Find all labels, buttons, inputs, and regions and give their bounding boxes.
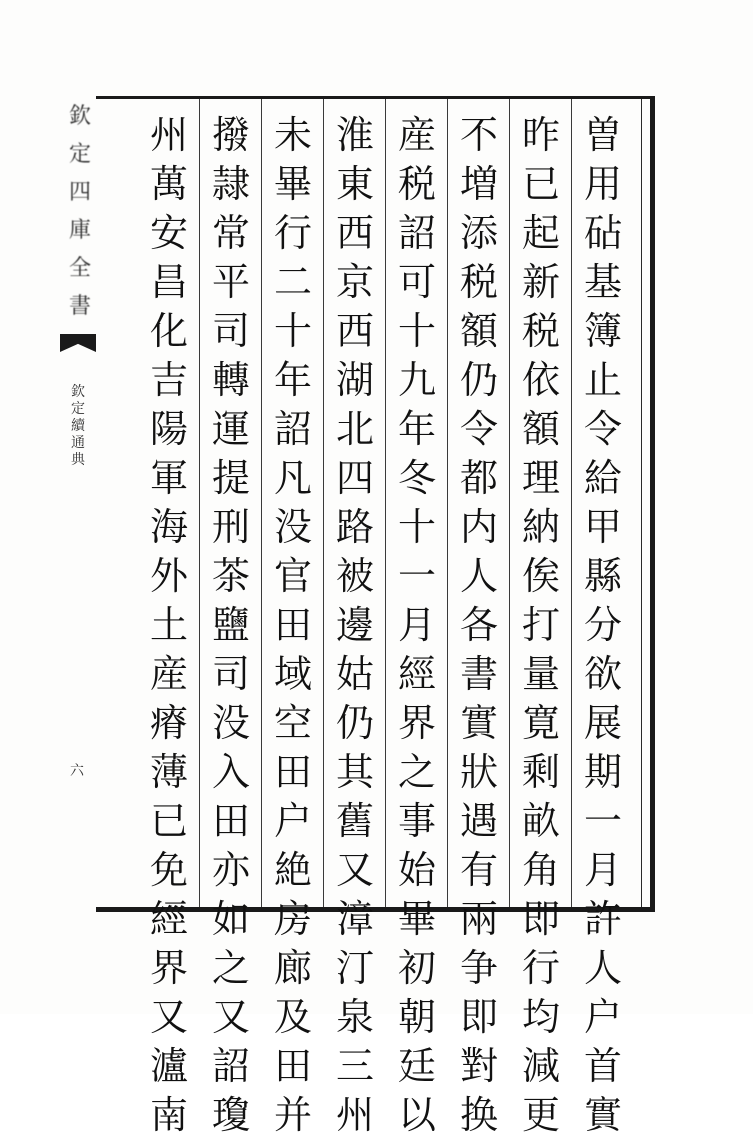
column-char: 常 xyxy=(211,211,250,255)
margin-book-char: 續 xyxy=(71,418,85,434)
column-char: 止 xyxy=(583,358,622,402)
column-char: 又 xyxy=(335,848,374,892)
column-char: 又 xyxy=(149,995,188,1039)
column-char: 之 xyxy=(211,946,250,990)
column-char: 免 xyxy=(149,848,188,892)
column-char: 田 xyxy=(273,750,312,794)
column-char: 并 xyxy=(273,1093,312,1137)
margin-book-char: 典 xyxy=(71,452,85,468)
text-column xyxy=(450,111,508,1137)
column-divider xyxy=(509,99,510,907)
column-char: 提 xyxy=(211,456,250,500)
column-char: 月 xyxy=(397,603,436,647)
column-char: 廷 xyxy=(397,1044,436,1088)
column-char: 狀 xyxy=(459,750,498,794)
column-char: 月 xyxy=(583,848,622,892)
column-char: 田 xyxy=(211,799,250,843)
column-divider xyxy=(199,99,200,907)
column-char: 又 xyxy=(211,995,250,1039)
column-char: 北 xyxy=(335,407,374,451)
column-char: 一 xyxy=(583,799,622,843)
column-char: 二 xyxy=(273,260,312,304)
column-char: 都 xyxy=(459,456,498,500)
column-char: 入 xyxy=(211,750,250,794)
column-char: 田 xyxy=(273,1044,312,1088)
column-char: 額 xyxy=(521,407,560,451)
column-char: 瀘 xyxy=(149,1044,188,1088)
margin-title-char: 庫 xyxy=(68,218,91,243)
column-char: 安 xyxy=(149,211,188,255)
page-margin xyxy=(60,96,96,912)
column-char: 人 xyxy=(583,946,622,990)
column-char: 税 xyxy=(459,260,498,304)
column-char: 仍 xyxy=(459,358,498,402)
column-char: 打 xyxy=(521,603,560,647)
margin-book-char: 定 xyxy=(71,401,85,417)
column-divider xyxy=(385,99,386,907)
column-char: 有 xyxy=(459,848,498,892)
column-char: 十 xyxy=(397,309,436,353)
column-divider xyxy=(261,99,262,907)
column-char: 行 xyxy=(273,211,312,255)
column-char: 理 xyxy=(521,456,560,500)
column-char: 納 xyxy=(521,505,560,549)
fish-tail-mark-icon xyxy=(60,334,96,352)
column-char: 户 xyxy=(273,799,312,843)
column-divider xyxy=(447,99,448,907)
column-char: 朝 xyxy=(397,995,436,1039)
column-char: 期 xyxy=(583,750,622,794)
column-char: 縣 xyxy=(583,554,622,598)
column-char: 十 xyxy=(273,309,312,353)
column-char: 汀 xyxy=(335,946,374,990)
margin-page-number: 六 xyxy=(70,763,84,779)
column-char: 司 xyxy=(211,652,250,696)
column-char: 減 xyxy=(521,1044,560,1088)
column-char: 轉 xyxy=(211,358,250,402)
margin-title-char: 定 xyxy=(68,142,91,167)
column-char: 内 xyxy=(459,505,498,549)
column-char: 實 xyxy=(583,1093,622,1137)
text-column xyxy=(512,111,570,1137)
column-char: 經 xyxy=(397,652,436,696)
column-char: 畢 xyxy=(397,897,436,941)
column-char: 俟 xyxy=(521,554,560,598)
column-char: 昌 xyxy=(149,260,188,304)
column-char: 界 xyxy=(397,701,436,745)
column-char: 年 xyxy=(397,407,436,451)
margin-title-char: 書 xyxy=(68,294,91,319)
column-char: 更 xyxy=(521,1093,560,1137)
text-column xyxy=(326,111,384,1137)
column-char: 西 xyxy=(335,309,374,353)
column-char: 及 xyxy=(273,995,312,1039)
column-char: 司 xyxy=(211,309,250,353)
column-char: 初 xyxy=(397,946,436,990)
column-char: 曽 xyxy=(583,113,622,157)
column-char: 一 xyxy=(397,554,436,598)
column-char: 已 xyxy=(521,162,560,206)
column-char: 域 xyxy=(273,652,312,696)
column-char: 角 xyxy=(521,848,560,892)
column-char: 三 xyxy=(335,1044,374,1088)
column-char: 冬 xyxy=(397,456,436,500)
column-char: 邊 xyxy=(335,603,374,647)
column-char: 不 xyxy=(459,113,498,157)
column-char: 萬 xyxy=(149,162,188,206)
column-char: 隷 xyxy=(211,162,250,206)
column-char: 用 xyxy=(583,162,622,206)
column-char: 西 xyxy=(335,211,374,255)
column-char: 陽 xyxy=(149,407,188,451)
column-char: 化 xyxy=(149,309,188,353)
column-char: 増 xyxy=(459,162,498,206)
column-char: 薄 xyxy=(149,750,188,794)
column-char: 十 xyxy=(397,505,436,549)
column-char: 平 xyxy=(211,260,250,304)
column-char: 没 xyxy=(211,701,250,745)
column-char: 事 xyxy=(397,799,436,843)
column-char: 年 xyxy=(273,358,312,402)
margin-book-char: 通 xyxy=(71,435,85,451)
column-char: 争 xyxy=(459,946,498,990)
column-char: 人 xyxy=(459,554,498,598)
text-column xyxy=(202,111,260,1137)
column-char: 瓊 xyxy=(211,1093,250,1137)
column-char: 行 xyxy=(521,946,560,990)
column-char: 亦 xyxy=(211,848,250,892)
column-char: 官 xyxy=(273,554,312,598)
column-char: 田 xyxy=(273,603,312,647)
column-char: 令 xyxy=(583,407,622,451)
column-char: 運 xyxy=(211,407,250,451)
column-char: 畝 xyxy=(521,799,560,843)
column-char: 基 xyxy=(583,260,622,304)
column-char: 即 xyxy=(521,897,560,941)
column-char: 遇 xyxy=(459,799,498,843)
column-char: 剩 xyxy=(521,750,560,794)
margin-series-title xyxy=(68,98,92,326)
column-char: 經 xyxy=(149,897,188,941)
column-char: 凡 xyxy=(273,456,312,500)
column-char: 依 xyxy=(521,358,560,402)
column-char: 新 xyxy=(521,260,560,304)
column-char: 兩 xyxy=(459,897,498,941)
column-char: 州 xyxy=(335,1093,374,1137)
column-char: 刑 xyxy=(211,505,250,549)
column-char: 其 xyxy=(335,750,374,794)
column-char: 湖 xyxy=(335,358,374,402)
column-char: 書 xyxy=(459,652,498,696)
column-char: 産 xyxy=(149,652,188,696)
column-char: 給 xyxy=(583,456,622,500)
column-char: 均 xyxy=(521,995,560,1039)
margin-title-char: 欽 xyxy=(68,104,91,129)
column-char: 展 xyxy=(583,701,622,745)
column-char: 换 xyxy=(459,1093,498,1137)
column-char: 瘠 xyxy=(149,701,188,745)
column-char: 廊 xyxy=(273,946,312,990)
column-char: 茶 xyxy=(211,554,250,598)
column-char: 始 xyxy=(397,848,436,892)
column-char: 土 xyxy=(149,603,188,647)
column-char: 詔 xyxy=(211,1044,250,1088)
column-char: 四 xyxy=(335,456,374,500)
column-char: 外 xyxy=(149,554,188,598)
column-char: 起 xyxy=(521,211,560,255)
column-char: 鹽 xyxy=(211,603,250,647)
text-frame xyxy=(96,96,655,1137)
column-char: 淮 xyxy=(335,113,374,157)
column-char: 吉 xyxy=(149,358,188,402)
column-char: 之 xyxy=(397,750,436,794)
column-char: 首 xyxy=(583,1044,622,1088)
column-char: 可 xyxy=(397,260,436,304)
column-char: 路 xyxy=(335,505,374,549)
column-char: 以 xyxy=(397,1093,436,1137)
column-char: 州 xyxy=(149,113,188,157)
column-char: 税 xyxy=(521,309,560,353)
text-column xyxy=(264,111,322,1137)
column-char: 房 xyxy=(273,897,312,941)
column-char: 漳 xyxy=(335,897,374,941)
column-char: 京 xyxy=(335,260,374,304)
text-column xyxy=(574,111,632,1137)
column-char: 寛 xyxy=(521,701,560,745)
column-char: 仍 xyxy=(335,701,374,745)
column-char: 海 xyxy=(149,505,188,549)
column-char: 額 xyxy=(459,309,498,353)
column-char: 泉 xyxy=(335,995,374,1039)
column-char: 東 xyxy=(335,162,374,206)
column-char: 分 xyxy=(583,603,622,647)
column-char: 空 xyxy=(273,701,312,745)
column-char: 對 xyxy=(459,1044,498,1088)
margin-book-title xyxy=(70,384,86,469)
column-char: 甲 xyxy=(583,505,622,549)
column-char: 各 xyxy=(459,603,498,647)
column-char: 未 xyxy=(273,113,312,157)
column-char: 詔 xyxy=(273,407,312,451)
margin-title-char: 全 xyxy=(68,256,91,281)
column-char: 户 xyxy=(583,995,622,1039)
margin-title-char: 四 xyxy=(68,180,91,205)
column-char: 實 xyxy=(459,701,498,745)
frame-inner-rule xyxy=(641,99,642,907)
margin-book-char: 欽 xyxy=(71,384,85,400)
column-char: 南 xyxy=(149,1093,188,1137)
column-char: 詔 xyxy=(397,211,436,255)
column-char: 税 xyxy=(397,162,436,206)
column-char: 絶 xyxy=(273,848,312,892)
column-char: 界 xyxy=(149,946,188,990)
column-char: 已 xyxy=(149,799,188,843)
column-char: 即 xyxy=(459,995,498,1039)
column-char: 令 xyxy=(459,407,498,451)
column-char: 許 xyxy=(583,897,622,941)
column-char: 九 xyxy=(397,358,436,402)
column-char: 添 xyxy=(459,211,498,255)
column-char: 欲 xyxy=(583,652,622,696)
column-char: 舊 xyxy=(335,799,374,843)
column-char: 撥 xyxy=(211,113,250,157)
column-char: 如 xyxy=(211,897,250,941)
column-char: 没 xyxy=(273,505,312,549)
column-char: 産 xyxy=(397,113,436,157)
column-char: 簿 xyxy=(583,309,622,353)
column-char: 量 xyxy=(521,652,560,696)
text-column xyxy=(140,111,198,1137)
column-char: 軍 xyxy=(149,456,188,500)
column-char: 姑 xyxy=(335,652,374,696)
column-char: 被 xyxy=(335,554,374,598)
column-char: 昨 xyxy=(521,113,560,157)
column-char: 畢 xyxy=(273,162,312,206)
column-char: 砧 xyxy=(583,211,622,255)
column-divider xyxy=(571,99,572,907)
text-column xyxy=(388,111,446,1137)
column-divider xyxy=(323,99,324,907)
